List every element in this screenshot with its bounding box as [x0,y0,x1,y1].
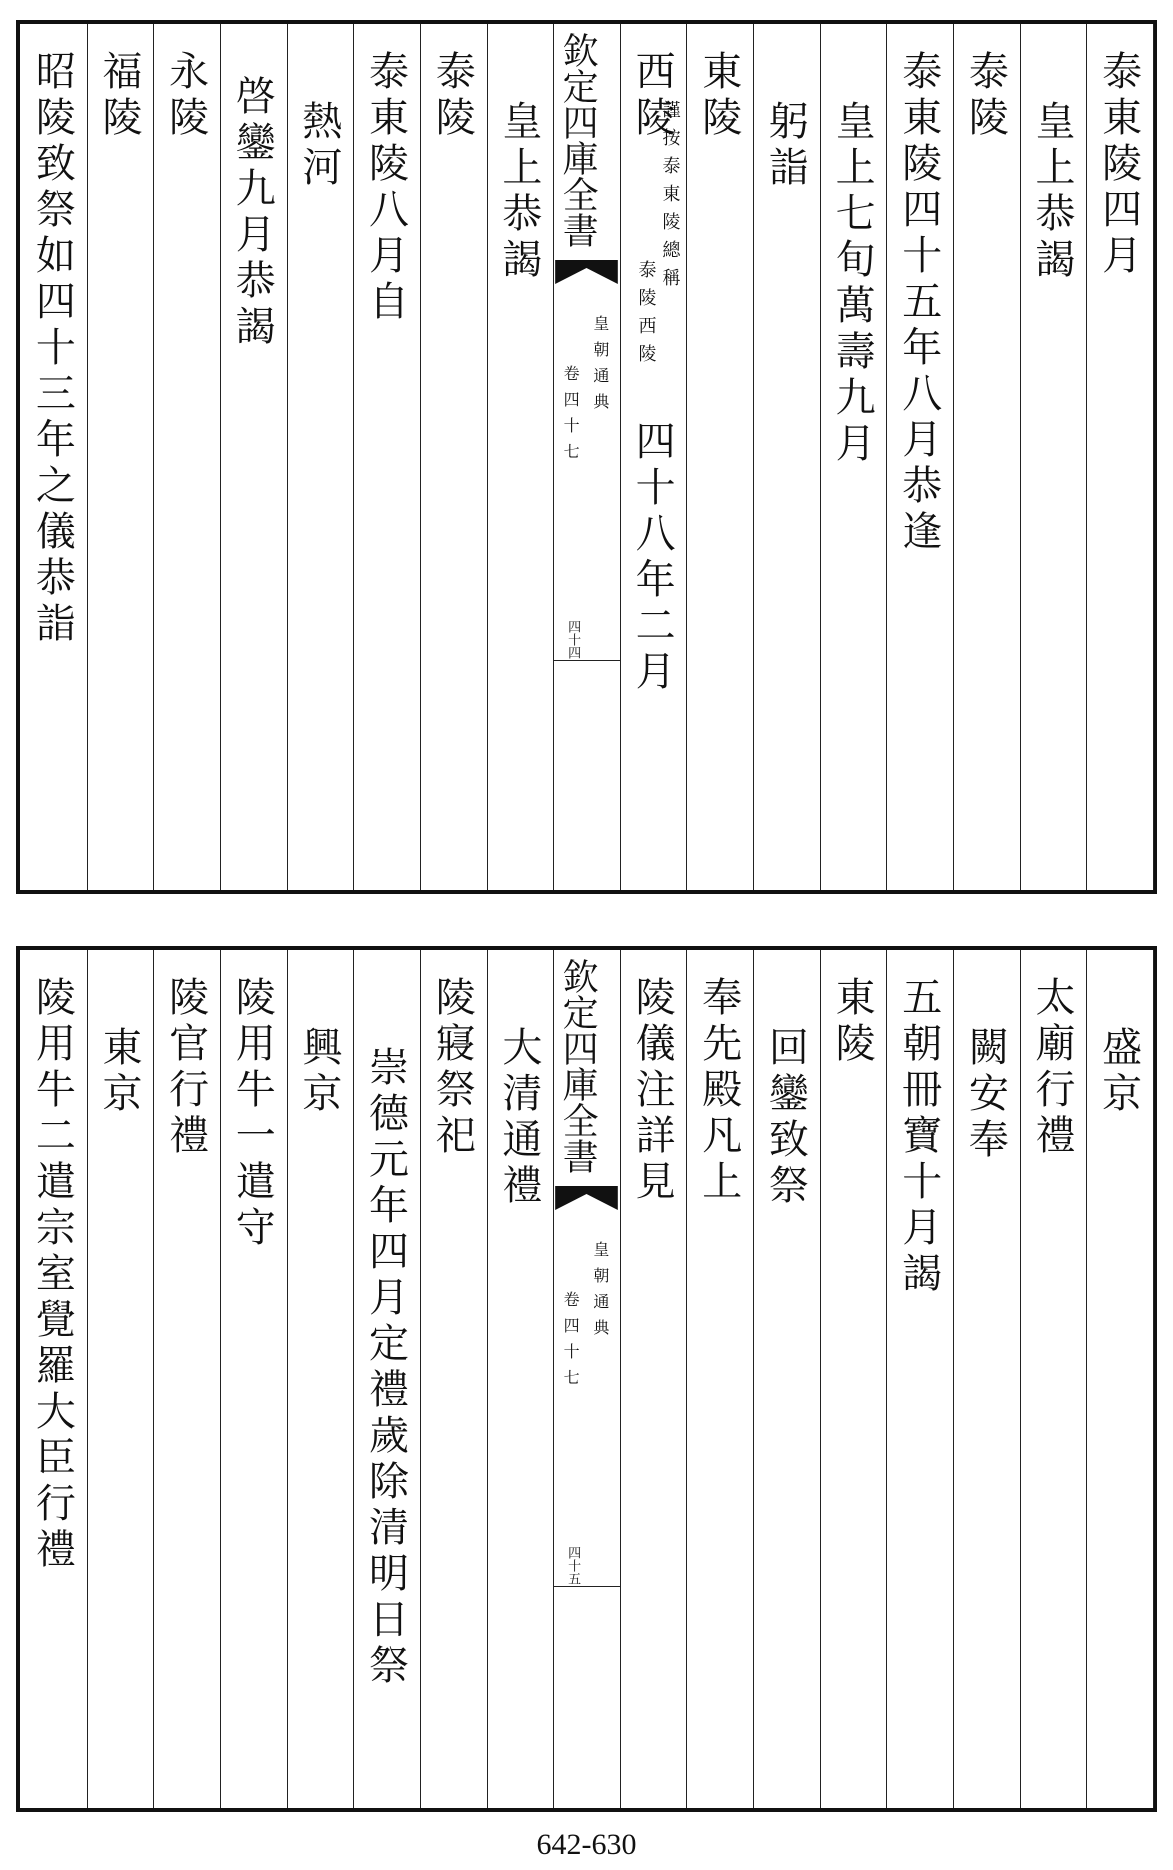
text-column [220,946,288,1808]
volume-number: 卷四十七 [561,365,581,469]
column-text: 奉先殿凡上 [695,976,742,1206]
text-column [886,20,954,890]
center-fold-strip [553,20,621,890]
text-column [220,20,288,890]
text-column [287,946,355,1808]
text-column [153,20,221,890]
text-column [686,946,754,1808]
column-text: 興京 [295,1026,342,1118]
column-text: 陵用牛二遣宗室覺羅大臣行禮 [29,976,76,1574]
column-text: 東陵 [695,50,742,142]
column-text: 皇上七旬萬壽九月 [829,100,876,468]
column-text: 四十八年二月 [629,420,676,696]
text-column [686,20,754,890]
annotation-note: 泰陵西陵 [635,260,657,372]
column-text: 陵寢祭祀 [429,976,476,1160]
text-column [886,946,954,1808]
column-text: 盛京 [1095,1026,1142,1118]
top-border [16,946,1157,950]
column-text: 陵儀注詳見 [629,976,676,1206]
text-column [620,20,688,890]
volume-number: 卷四十七 [561,1291,581,1395]
page-number: 四十四 [565,620,581,659]
fish-tail-mark [555,260,618,300]
column-text: 大清通禮 [495,1026,542,1210]
text-column [1020,946,1088,1808]
text-column [87,20,155,890]
text-column [153,946,221,1808]
text-column [353,946,421,1808]
chapter-title: 皇朝通典 [590,315,610,419]
text-column [953,946,1021,1808]
column-text: 陵用牛一遣守 [229,976,276,1252]
page-number: 四十五 [565,1546,581,1585]
text-column [620,946,688,1808]
text-column [1020,20,1088,890]
text-column [20,20,88,890]
text-column [953,20,1021,890]
column-text: 福陵 [95,50,142,142]
center-fold-strip [553,946,621,1808]
divider [553,1586,620,1587]
chapter-title: 皇朝通典 [590,1241,610,1345]
column-text: 皇上恭謁 [495,100,542,284]
text-column [420,946,488,1808]
text-column [1086,946,1154,1808]
text-column [820,20,888,890]
column-text: 熱河 [295,100,342,192]
column-text: 闕安奉 [962,1026,1009,1164]
text-column [487,20,555,890]
column-text: 永陵 [162,50,209,142]
column-text: 泰陵 [962,50,1009,142]
bottom-page [8,928,1165,1818]
column-text: 昭陵致祭如四十三年之儀恭詣 [29,50,76,648]
column-text: 東陵 [829,976,876,1068]
divider [553,660,620,661]
text-column [820,946,888,1808]
page-border [16,20,1157,894]
fish-tail-mark [555,1186,618,1226]
text-column [487,946,555,1808]
catalog-number: 642-630 [536,1828,637,1861]
column-text: 陵官行禮 [162,976,209,1160]
column-text: 回鑾致祭 [762,1026,809,1210]
column-text: 五朝冊寶十月謁 [895,976,942,1298]
column-text: 太廟行禮 [1029,976,1076,1160]
column-text: 泰陵 [429,50,476,142]
column-text: 東京 [95,1026,142,1118]
column-text: 泰東陵四十五年八月恭逢 [895,50,942,556]
text-column [420,20,488,890]
column-text: 泰東陵八月自 [362,50,409,326]
top-border [16,20,1157,24]
page-border [16,946,1157,1812]
text-column [20,946,88,1808]
column-text: 啓鑾九月恭謁 [229,75,276,351]
text-column [753,20,821,890]
book-title: 欽定四庫全書 [557,958,599,1174]
column-text: 崇德元年四月定禮歲除清明日祭 [362,1046,409,1690]
text-column [287,20,355,890]
text-column [87,946,155,1808]
text-column [1086,20,1154,890]
book-title: 欽定四庫全書 [557,32,599,248]
text-column [353,20,421,890]
annotation-note: 謹按泰東陵總稱 [659,100,681,296]
column-text: 皇上恭謁 [1029,100,1076,284]
text-column [753,946,821,1808]
top-page [8,0,1165,900]
column-text: 西陵 [629,50,676,142]
column-text: 泰東陵四月 [1095,50,1142,280]
column-text: 躬詣 [762,100,809,192]
